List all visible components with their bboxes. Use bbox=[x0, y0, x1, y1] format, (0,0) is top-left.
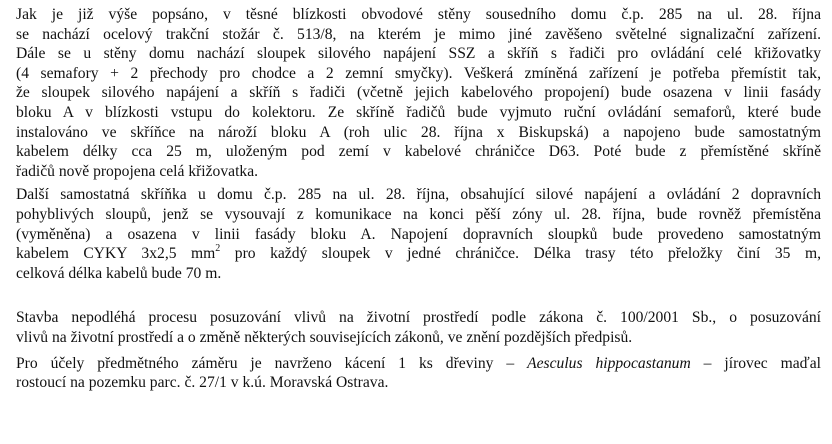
tree-text-start: Pro účely předmětného záměru je navrženo kácení 1 ks dřeviny – bbox=[16, 354, 528, 372]
text-line: instalováno ve skříňce na nároží bloku A (roh ulic 28. října x Biskupská) a napojeno bude samostatným bbox=[16, 123, 821, 141]
text-line: kabelem délky cca 25 m, uloženým pod zemí v kabelové chráničce D63. Poté bude z přemístěné skříně bbox=[16, 143, 821, 161]
text-line: Stavba nepodléhá procesu posuzování vlivů na životní prostředí podle zákona č. 100/2001 Sb., o posuzování bbox=[16, 309, 821, 327]
text-line: se nachází ocelový trakční stožár č. 513/8, na kterém je mimo jiné zavěšeno světelné signalizační zařízení. bbox=[16, 25, 821, 43]
text-line: že sloupek silového napájení a skříň s řadiči (včetně jejich kabelového propojení) bude osazena v linii fasády bbox=[16, 84, 821, 102]
text-line: Další samostatná skříňka u domu č.p. 285 na ul. 28. října, obsahující silové napájení a ovládání 2 dopravních bbox=[16, 186, 821, 204]
text-line: řadičů nově propojena celá křižovatka. bbox=[16, 162, 259, 180]
species-name-latin: Aesculus hippocastanum bbox=[527, 354, 691, 372]
text-line: bloku A v blízkosti vstupu do kolektoru. Ze skříně řadičů bude vyjmuto ruční ovládání semaforů, které bude bbox=[16, 103, 821, 121]
text-line: rostoucí na pozemku parc. č. 27/1 v k.ú. Moravská Ostrava. bbox=[16, 374, 389, 392]
paragraph-spacer bbox=[16, 283, 821, 308]
text-line bbox=[16, 354, 821, 374]
text-line: (4 semafory + 2 přechody pro chodce a 2 zemní smyčky). Veškerá zmíněná zařízení je potřeba přemístit tak, bbox=[16, 64, 821, 82]
paragraph-bollards-cabinet bbox=[16, 185, 821, 283]
paragraph-tree-felling bbox=[16, 354, 821, 393]
paragraph-eia-statement bbox=[16, 308, 821, 347]
text-line: Jak je již výše popsáno, v těsné blízkosti obvodové stěny sousedního domu č.p. 285 na ul. 28. října bbox=[16, 6, 821, 23]
text-line-cable bbox=[16, 244, 821, 264]
document-body bbox=[16, 5, 821, 393]
text-line: celková délka kabelů bude 70 m. bbox=[16, 264, 222, 282]
text-line: pohyblivých sloupů, jenž se vysouvají z komunikace na konci pěší zóny ul. 28. října, bude rovněž přemístěna bbox=[16, 205, 821, 223]
paragraph-traction-pole bbox=[16, 5, 821, 181]
superscript-squared: 2 bbox=[215, 242, 221, 254]
text-line: Dále se u stěny domu nachází sloupek silového napájení SSZ a skříň s řadiči pro ovládání celé křižovatky bbox=[16, 45, 821, 63]
cable-spec-text: kabelem CYKY 3x2,5 mm bbox=[16, 245, 216, 263]
tree-text-end: – jírovec maďal bbox=[690, 354, 822, 372]
cable-spec-rest: pro každý sloupek v jedné chráničce. Délka trasy této přeložky činí 35 m, bbox=[220, 245, 822, 263]
text-line: vlivů na životní prostředí a o změně některých souvisejících zákonů, ve znění pozdějších předpisů. bbox=[16, 328, 633, 346]
text-line: (vyměněna) a osazena v linii fasády bloku A. Napojení dopravních sloupků bude provedeno samostatným bbox=[16, 225, 821, 243]
